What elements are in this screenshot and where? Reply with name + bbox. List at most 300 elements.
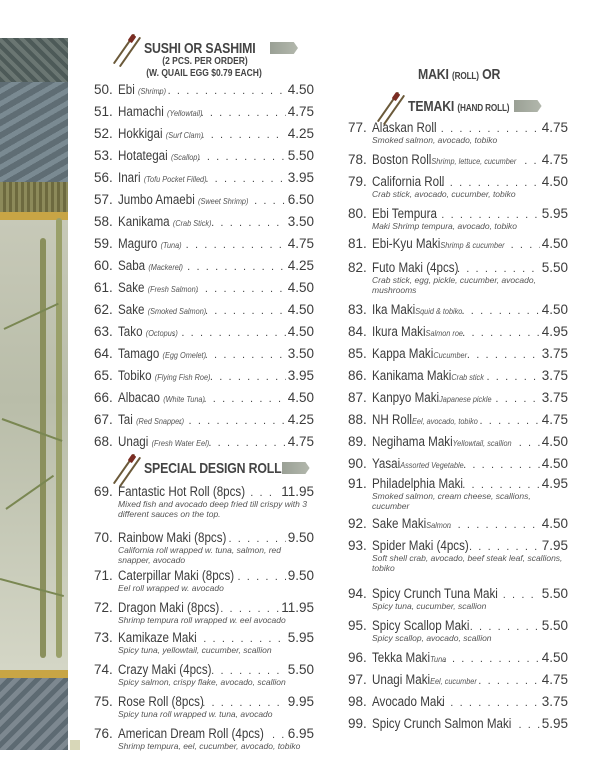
menu-item (94, 214, 314, 231)
dot-leader (478, 673, 539, 689)
item-ingredients: Tuna (430, 654, 447, 664)
item-price: 4.95 (541, 476, 568, 491)
menu-item-row (94, 368, 314, 385)
item-price: 11.95 (281, 484, 314, 499)
item-price: 3.75 (541, 346, 568, 361)
chopsticks-icon (106, 452, 144, 484)
item-description: Spicy tuna roll wrapped w. tuna, avocado (118, 709, 273, 719)
item-price: 4.50 (541, 302, 568, 317)
item-name-text: Avocado Maki (372, 694, 445, 709)
menu-item-row (348, 672, 568, 689)
item-number: 93. (348, 538, 367, 553)
item-name (372, 390, 492, 407)
item-price: 4.75 (541, 120, 568, 135)
menu-item-row (94, 126, 314, 143)
dot-leader (211, 215, 286, 231)
item-name-text: Ebi Tempura (372, 206, 437, 221)
menu-item-row (348, 152, 568, 169)
item-name-text: Tako (118, 324, 143, 339)
dot-leader (254, 193, 286, 209)
item-name-text: Philadelphia Maki (372, 476, 463, 491)
item-ingredients: Assorted Vegetable (400, 460, 464, 470)
sushi-section-title: SUSHI OR SASHIMI (144, 39, 256, 57)
item-number: 77. (348, 120, 367, 135)
item-name-text: Unagi (118, 434, 149, 449)
dot-leader (178, 259, 286, 275)
item-name-text: Alaskan Roll (372, 120, 437, 135)
item-name (372, 174, 444, 190)
item-description: Spicy salmon, crispy flake, avocado, scallion (118, 677, 286, 687)
item-price: 9.95 (287, 694, 314, 709)
item-name (118, 568, 234, 584)
menu-item (348, 324, 568, 341)
special-section-header (106, 452, 310, 484)
menu-item (348, 456, 568, 473)
item-name (372, 586, 498, 602)
menu-item-row (348, 346, 568, 363)
menu-item-row (94, 346, 314, 363)
item-number: 67. (94, 412, 113, 427)
item-price: 3.75 (541, 368, 568, 383)
item-name-text: Hokkigai (118, 126, 163, 141)
item-name (118, 324, 178, 341)
chopsticks-icon (370, 90, 408, 122)
item-number: 50. (94, 82, 113, 97)
item-number: 53. (94, 148, 113, 163)
item-description: Mixed fish and avocado deep fried till crispy with 3 different sauces on the top. (118, 499, 307, 519)
menu-item (348, 434, 568, 451)
dot-leader (208, 435, 285, 451)
item-number: 59. (94, 236, 113, 251)
item-ingredients: Salmon (426, 520, 451, 530)
item-translation: (Red Snapper) (136, 416, 185, 426)
item-price: 4.50 (541, 516, 568, 531)
item-price: 5.95 (541, 206, 568, 221)
dot-leader (448, 517, 539, 533)
item-name (118, 104, 202, 121)
menu-item (94, 568, 314, 594)
menu-item (348, 206, 568, 232)
item-translation: (Fresh Salmon) (147, 284, 199, 294)
item-description: Crab stick, avocado, cucumber, tobiko (372, 189, 516, 199)
menu-item-row (94, 236, 314, 253)
maki-section-header (378, 66, 518, 83)
menu-item-row (94, 324, 314, 341)
item-name-text: Dragon Maki (8pcs) (118, 600, 220, 615)
item-translation: (Fresh Water Eel) (151, 438, 210, 448)
item-name-text: Negihama Maki (372, 434, 453, 449)
item-price: 11.95 (281, 600, 314, 615)
menu-item-row (94, 568, 314, 585)
item-name (118, 236, 182, 253)
item-name-text: Rainbow Maki (8pcs) (118, 530, 227, 545)
item-ingredients: Eel, avocado, tobiko (412, 416, 478, 426)
menu-item (94, 726, 314, 752)
dot-leader (198, 149, 286, 165)
item-number: 84. (348, 324, 367, 339)
decorative-chip (70, 740, 80, 750)
menu-item (348, 120, 568, 146)
item-number: 95. (348, 618, 367, 633)
item-name (118, 126, 203, 143)
item-number: 69. (94, 484, 113, 499)
menu-item (348, 586, 568, 612)
item-name (118, 530, 226, 546)
item-name (372, 456, 464, 473)
item-price: 4.75 (541, 672, 568, 687)
item-name-text: NH Roll (372, 412, 413, 427)
item-name (118, 484, 245, 500)
item-price: 4.75 (287, 434, 314, 449)
dot-leader (205, 171, 285, 187)
tag-icon (270, 42, 298, 54)
item-name-text: Rose Roll (8pcs) (118, 694, 204, 709)
item-name-text: Boston Roll (372, 152, 432, 167)
item-number: 71. (94, 568, 113, 583)
menu-item (348, 716, 568, 733)
item-translation: (Tofu Pocket Filled) (143, 174, 207, 184)
item-name (372, 120, 437, 136)
item-name (372, 206, 437, 222)
item-price: 5.95 (541, 716, 568, 731)
item-price: 5.50 (287, 148, 314, 163)
chopsticks-icon (106, 32, 144, 64)
dot-leader (196, 281, 286, 297)
menu-item (348, 260, 568, 295)
item-name (118, 82, 166, 99)
item-ingredients: Squid & tobiko (415, 306, 463, 316)
item-name (372, 260, 458, 276)
item-price: 7.95 (541, 538, 568, 553)
item-name-text: Kappa Maki (372, 346, 434, 361)
item-name (118, 346, 206, 363)
menu-item-row (348, 650, 568, 667)
item-number: 80. (348, 206, 367, 221)
dot-leader (519, 435, 540, 451)
item-name-text: Spicy Crunch Salmon Maki (372, 716, 512, 731)
menu-item (94, 694, 314, 720)
item-number: 57. (94, 192, 113, 207)
item-name (372, 236, 505, 253)
menu-item-row (348, 324, 568, 341)
menu-item-row (348, 694, 568, 711)
item-ingredients: Japanese pickle (439, 394, 492, 404)
item-name-text: Kamikaze Maki (118, 630, 197, 645)
item-price: 4.75 (287, 236, 314, 251)
dot-leader (205, 347, 286, 363)
menu-item (94, 82, 314, 99)
menu-item-row (94, 434, 314, 451)
item-price: 4.50 (287, 280, 314, 295)
item-name (372, 324, 463, 341)
item-name-text: Tamago (118, 346, 160, 361)
item-number: 63. (94, 324, 113, 339)
maki-section-title: MAKI (ROLL) OR (418, 66, 501, 83)
menu-item-row (348, 302, 568, 319)
item-name-text: Sake (118, 280, 145, 295)
dot-leader (487, 369, 540, 385)
dot-leader (205, 303, 286, 319)
item-ingredients: Shrimp, lettuce, cucumber (431, 156, 517, 166)
special-section-title: SPECIAL DESIGN ROLL (144, 459, 282, 477)
item-name-text: Inari (118, 170, 141, 185)
item-price: 9.50 (287, 530, 314, 545)
item-name-text: Tekka Maki (372, 650, 431, 665)
item-number: 52. (94, 126, 113, 141)
item-number: 78. (348, 152, 367, 167)
dot-leader (158, 83, 285, 99)
item-number: 97. (348, 672, 367, 687)
menu-item (348, 412, 568, 429)
item-description: Eel roll wrapped w. avocado (118, 583, 224, 593)
menu-item-row (94, 302, 314, 319)
item-number: 56. (94, 170, 113, 185)
item-price: 4.50 (541, 174, 568, 189)
item-price: 4.75 (541, 412, 568, 427)
menu-item (94, 324, 314, 341)
menu-item (348, 152, 568, 169)
tag-icon (514, 100, 542, 112)
menu-item-row (94, 148, 314, 165)
decorative-bamboo-panel (0, 38, 68, 750)
item-translation: (Tuna) (160, 240, 182, 250)
item-ingredients: Crab stick (451, 372, 484, 382)
item-description: Smoked salmon, avocado, tobiko (372, 135, 498, 145)
menu-item (94, 126, 314, 143)
item-price: 4.25 (287, 258, 314, 273)
item-ingredients: Yellowtail, scallion (452, 438, 512, 448)
dot-leader (201, 127, 285, 143)
item-name (118, 726, 264, 742)
item-price: 4.50 (287, 324, 314, 339)
menu-item-row (94, 390, 314, 407)
item-name (372, 302, 462, 319)
tag-icon (282, 462, 310, 474)
item-number: 60. (94, 258, 113, 273)
item-number: 82. (348, 260, 367, 275)
item-number: 96. (348, 650, 367, 665)
menu-item (94, 390, 314, 407)
item-name-text: Tobiko (118, 368, 152, 383)
item-number: 92. (348, 516, 367, 531)
item-name-text: Sake Maki (372, 516, 427, 531)
item-number: 79. (348, 174, 367, 189)
menu-item-row (94, 192, 314, 209)
menu-item-row (348, 476, 568, 493)
menu-item (94, 434, 314, 451)
item-price: 3.50 (287, 214, 314, 229)
item-name-text: Yasai (372, 456, 401, 471)
item-name (118, 302, 206, 319)
dot-leader (201, 105, 286, 121)
item-name (372, 716, 511, 732)
menu-item-row (348, 368, 568, 385)
dot-leader (176, 237, 285, 253)
item-name (372, 434, 512, 451)
item-price: 4.25 (287, 412, 314, 427)
item-name (372, 538, 469, 554)
item-name (118, 148, 200, 165)
item-name-text: Kanpyo Maki (372, 390, 440, 405)
menu-item (94, 170, 314, 187)
menu-item (348, 650, 568, 667)
item-translation: (Yellowtail) (167, 108, 203, 118)
item-name (118, 170, 207, 187)
menu-item-row (348, 236, 568, 253)
item-translation: (Crab Stick) (172, 218, 212, 228)
item-number: 89. (348, 434, 367, 449)
item-name-text: Unagi Maki (372, 672, 431, 687)
item-price: 5.50 (541, 260, 568, 275)
item-price: 4.25 (287, 126, 314, 141)
item-name (118, 434, 209, 451)
dot-leader (503, 587, 540, 603)
menu-item (348, 302, 568, 319)
item-name-text: Ikura Maki (372, 324, 426, 339)
item-price: 4.75 (287, 104, 314, 119)
sushi-note-quail-egg: (W. QUAIL EGG $0.79 EACH) (146, 68, 262, 79)
menu-item-row (94, 280, 314, 297)
dot-leader (524, 153, 540, 169)
dot-leader (463, 457, 540, 473)
item-price: 6.50 (287, 192, 314, 207)
item-name-text: Spicy Scallop Maki (372, 618, 470, 633)
dot-leader (467, 347, 540, 363)
menu-item (348, 476, 568, 511)
item-translation: (Flying Fish Roe) (154, 372, 211, 382)
item-name (372, 618, 469, 634)
item-name (372, 346, 467, 363)
item-name-text: Ika Maki (372, 302, 416, 317)
item-translation: (Scallop) (170, 152, 200, 162)
menu-item-row (94, 412, 314, 429)
item-price: 4.50 (541, 650, 568, 665)
item-description: Shrimp tempura, eel, cucumber, avocado, tobiko (118, 741, 301, 751)
item-translation: (Surf Clam) (165, 130, 204, 140)
item-name-text: Hamachi (118, 104, 164, 119)
item-name-text: Kanikama (118, 214, 170, 229)
menu-item (348, 672, 568, 689)
menu-item-row (348, 390, 568, 407)
menu-item (94, 484, 314, 519)
item-number: 51. (94, 104, 113, 119)
menu-item (348, 368, 568, 385)
item-price: 4.50 (541, 456, 568, 471)
item-description: Maki Shrimp tempura, avocado, tobiko (372, 221, 518, 231)
item-name-text: Caterpillar Maki (8pcs) (118, 568, 235, 583)
menu-item-row (94, 258, 314, 275)
item-name (118, 368, 210, 385)
item-number: 76. (94, 726, 113, 741)
item-description: California roll wrapped w. tuna, salmon, red snapper, avocado (118, 545, 281, 565)
item-number: 62. (94, 302, 113, 317)
menu-item-row (348, 412, 568, 429)
item-number: 88. (348, 412, 367, 427)
dot-leader (179, 413, 286, 429)
item-translation: (Mackerel) (148, 262, 183, 272)
item-price: 3.75 (541, 694, 568, 709)
item-translation: (Egg Omelet) (162, 350, 207, 360)
item-price: 5.50 (541, 618, 568, 633)
item-name (372, 476, 463, 492)
item-name (118, 630, 197, 646)
item-price: 5.50 (541, 586, 568, 601)
item-name (372, 152, 516, 169)
item-name-text: Kanikama Maki (372, 368, 452, 383)
item-number: 85. (348, 346, 367, 361)
item-ingredients: Shrimp & cucumber (440, 240, 505, 250)
sushi-note-pieces: (2 PCS. PER ORDER) (162, 56, 248, 67)
item-name-text: Saba (118, 258, 146, 273)
item-name-text: Albacao (118, 390, 160, 405)
item-name (118, 192, 248, 209)
item-name (118, 280, 198, 297)
dot-leader (203, 391, 285, 407)
dot-leader (462, 303, 540, 319)
dot-leader (479, 413, 539, 429)
item-name (118, 390, 205, 407)
menu-item (94, 104, 314, 121)
item-name-text: Jumbo Amaebi (118, 192, 195, 207)
item-name-text: American Dream Roll (4pcs) (118, 726, 264, 741)
menu-item (94, 600, 314, 626)
item-number: 98. (348, 694, 367, 709)
dot-leader (443, 651, 540, 667)
item-translation: (Sweet Shrimp) (198, 196, 249, 206)
item-number: 99. (348, 716, 367, 731)
menu-item (94, 530, 314, 565)
dot-leader (462, 325, 540, 341)
item-name-text: Tai (118, 412, 133, 427)
menu-item (348, 174, 568, 200)
item-number: 83. (348, 302, 367, 317)
item-name-text: Spider Maki (4pcs) (372, 538, 469, 553)
item-price: 3.75 (541, 390, 568, 405)
item-name (372, 516, 451, 533)
menu-item-row (94, 82, 314, 99)
item-number: 64. (94, 346, 113, 361)
item-description: Spicy tuna, cucumber, scallion (372, 601, 487, 611)
item-price: 4.50 (287, 82, 314, 97)
item-ingredients: Salmon roe (425, 328, 463, 338)
dot-leader (210, 369, 286, 385)
menu-item-row (94, 170, 314, 187)
menu-item (348, 346, 568, 363)
item-number: 58. (94, 214, 113, 229)
item-description: Shrimp tempura roll wrapped w. eel avocado (118, 615, 286, 625)
item-price: 5.50 (287, 662, 314, 677)
item-number: 75. (94, 694, 113, 709)
item-number: 72. (94, 600, 113, 615)
menu-item-row (348, 434, 568, 451)
item-name (118, 694, 204, 710)
item-name-text: Futo Maki (4pcs) (372, 260, 459, 275)
item-price: 4.50 (541, 434, 568, 449)
item-description: Spicy scallop, avocado, scallion (372, 633, 492, 643)
item-translation: (Smoked Salmon) (147, 306, 207, 316)
item-name-text: Ebi (118, 82, 135, 97)
item-price: 3.50 (287, 346, 314, 361)
item-number: 74. (94, 662, 113, 677)
item-number: 81. (348, 236, 367, 251)
item-name-text: Spicy Crunch Tuna Maki (372, 586, 498, 601)
menu-item-row (348, 586, 568, 603)
item-translation: (Shrimp) (138, 86, 167, 96)
item-description: Soft shell crab, avocado, beef steak leaf, scallions, tobiko (372, 553, 563, 573)
item-number: 68. (94, 434, 113, 449)
item-number: 70. (94, 530, 113, 545)
menu-item (348, 516, 568, 533)
